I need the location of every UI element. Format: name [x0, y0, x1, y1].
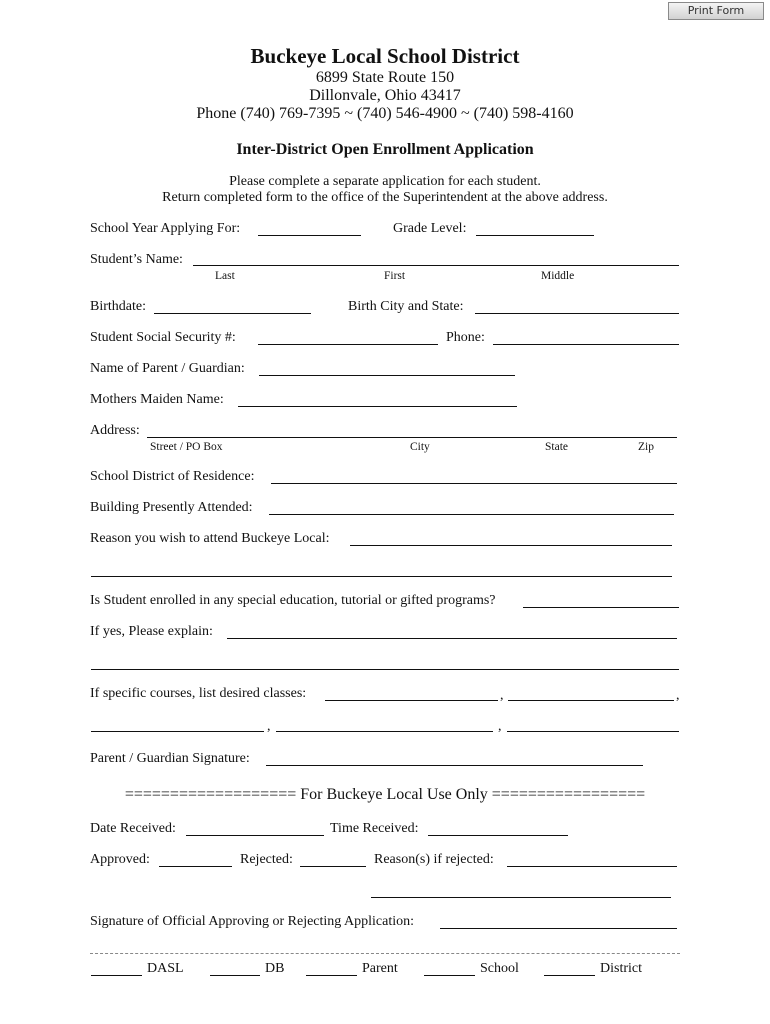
addr-state-caption: State — [545, 441, 568, 453]
district-phone: Phone (740) 769-7395 ~ (740) 546-4900 ~ (740) 598-4160 — [196, 105, 574, 122]
office-use-divider: =================== For Buckeye Local Use Only ================= — [124, 786, 646, 803]
building-label: Building Presently Attended: — [90, 500, 253, 515]
parent-name-field[interactable] — [259, 375, 515, 376]
mothers-maiden-label: Mothers Maiden Name: — [90, 392, 224, 407]
district-field[interactable] — [544, 975, 595, 976]
address-line1: 6899 State Route 150 — [315, 69, 455, 86]
reason-field[interactable] — [350, 545, 672, 546]
ssn-field[interactable] — [258, 344, 438, 345]
db-label: DB — [265, 961, 285, 976]
school-label: School — [480, 961, 519, 976]
special-ed-field[interactable] — [523, 607, 679, 608]
comma: , — [676, 688, 680, 703]
building-field[interactable] — [269, 514, 674, 515]
official-signature-label: Signature of Official Approving or Rejecting Application: — [90, 914, 415, 929]
phone-field[interactable] — [493, 344, 679, 345]
parent-name-label: Name of Parent / Guardian: — [90, 361, 245, 376]
parent-label: Parent — [362, 961, 398, 976]
if-yes-field-line2[interactable] — [91, 669, 679, 670]
reasons-field[interactable] — [507, 866, 677, 867]
divider — [90, 953, 680, 954]
comma: , — [498, 719, 502, 734]
course-field-3[interactable] — [91, 731, 264, 732]
address-line2: Dillonvale, Ohio 43417 — [309, 87, 461, 104]
if-yes-field[interactable] — [227, 638, 677, 639]
time-received-label: Time Received: — [330, 821, 419, 836]
course-field-5[interactable] — [507, 731, 679, 732]
district-residence-label: School District of Residence: — [90, 469, 255, 484]
reasons-label: Reason(s) if rejected: — [374, 852, 494, 867]
course-field-2[interactable] — [508, 700, 674, 701]
parent-field[interactable] — [306, 975, 357, 976]
addr-city-caption: City — [410, 441, 430, 453]
addr-street-caption: Street / PO Box — [150, 441, 223, 453]
reasons-field-line2[interactable] — [371, 897, 671, 898]
students-name-label: Student’s Name: — [90, 252, 183, 267]
specific-courses-label: If specific courses, list desired classes: — [90, 686, 307, 701]
print-form-button[interactable]: Print Form — [668, 2, 764, 20]
db-field[interactable] — [210, 975, 260, 976]
address-label: Address: — [90, 423, 140, 438]
name-middle-caption: Middle — [541, 270, 575, 282]
form-subtitle: Inter-District Open Enrollment Application — [236, 141, 534, 158]
school-field[interactable] — [424, 975, 475, 976]
birth-city-state-label: Birth City and State: — [348, 299, 464, 314]
birth-city-state-field[interactable] — [475, 313, 679, 314]
approved-field[interactable] — [159, 866, 232, 867]
instruction-line2: Return completed form to the office of the Superintendent at the above address. — [162, 190, 608, 205]
comma: , — [267, 719, 271, 734]
district-title: Buckeye Local School District — [250, 44, 520, 68]
school-year-field[interactable] — [258, 235, 361, 236]
date-received-field[interactable] — [186, 835, 324, 836]
school-year-label: School Year Applying For: — [90, 221, 241, 236]
signature-label: Parent / Guardian Signature: — [90, 751, 250, 766]
mothers-maiden-field[interactable] — [238, 406, 517, 407]
time-received-field[interactable] — [428, 835, 568, 836]
dasl-label: DASL — [147, 961, 184, 976]
grade-level-label: Grade Level: — [393, 221, 467, 236]
name-last-caption: Last — [215, 270, 235, 282]
address-field[interactable] — [147, 437, 677, 438]
comma: , — [500, 688, 504, 703]
students-name-field[interactable] — [193, 265, 679, 266]
district-label: District — [600, 961, 642, 976]
instruction-line1: Please complete a separate application for each student. — [229, 174, 541, 189]
course-field-4[interactable] — [276, 731, 493, 732]
reason-label: Reason you wish to attend Buckeye Local: — [90, 531, 330, 546]
date-received-label: Date Received: — [90, 821, 176, 836]
signature-field[interactable] — [266, 765, 643, 766]
addr-zip-caption: Zip — [638, 441, 654, 453]
name-first-caption: First — [384, 270, 406, 282]
if-yes-label: If yes, Please explain: — [90, 624, 213, 639]
dasl-field[interactable] — [91, 975, 142, 976]
rejected-field[interactable] — [300, 866, 366, 867]
grade-level-field[interactable] — [476, 235, 594, 236]
birthdate-field[interactable] — [154, 313, 311, 314]
reason-field-line2[interactable] — [91, 576, 672, 577]
course-field-1[interactable] — [325, 700, 498, 701]
approved-label: Approved: — [90, 852, 150, 867]
rejected-label: Rejected: — [240, 852, 293, 867]
district-residence-field[interactable] — [271, 483, 677, 484]
birthdate-label: Birthdate: — [90, 299, 146, 314]
official-signature-field[interactable] — [440, 928, 677, 929]
special-ed-label: Is Student enrolled in any special education, tutorial or gifted programs? — [90, 593, 496, 608]
phone-label: Phone: — [446, 330, 485, 345]
ssn-label: Student Social Security #: — [90, 330, 236, 345]
